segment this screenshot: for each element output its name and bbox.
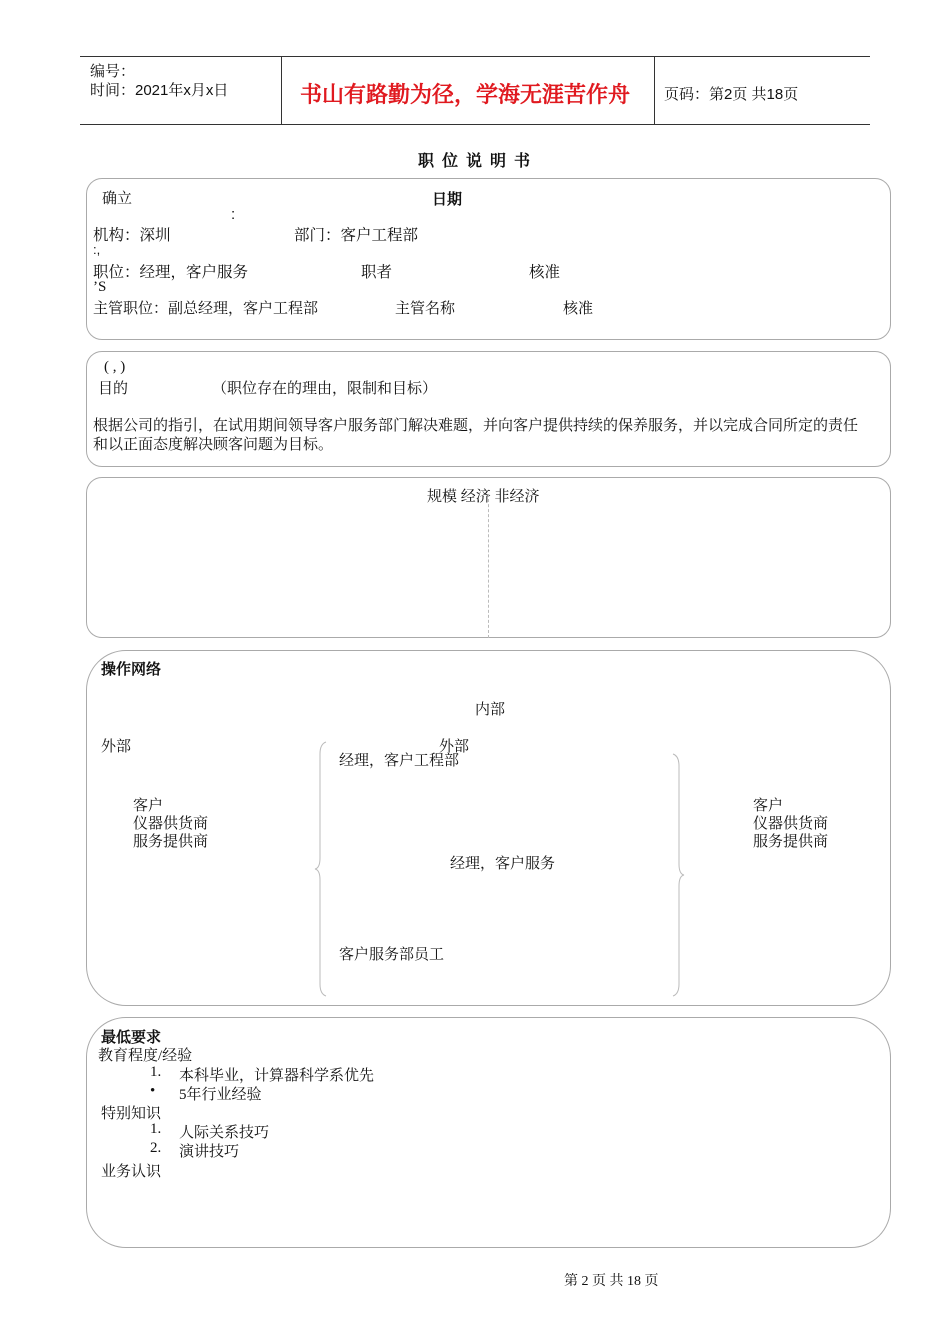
role-bottom: 客户服务部员工: [339, 947, 445, 963]
edu-item-marker-2: •: [150, 1083, 156, 1099]
left-brace-icon: [313, 740, 329, 998]
approve-label-2: 核准: [563, 301, 594, 317]
dept-field: 部门：客户工程部: [294, 227, 419, 244]
doc-time-label: 时间：2021年x月x日: [90, 82, 229, 99]
edu-item-marker-1: 1.: [150, 1064, 162, 1080]
header-divider-right: [654, 56, 655, 125]
external-mid-label: 外部: [439, 739, 470, 755]
internal-label: 内部: [475, 702, 506, 718]
education-label: 教育程度/经验: [98, 1048, 193, 1064]
left-item-provider: 服务提供商: [133, 834, 209, 850]
confirm-label: 确立: [102, 191, 133, 207]
purpose-paren: ( , ): [104, 359, 126, 375]
right-brace-icon: [670, 752, 686, 998]
colon-mark: :: [231, 206, 236, 223]
date-label: 日期: [432, 191, 463, 208]
requirements-title: 最低要求: [101, 1029, 162, 1046]
approve-label-1: 核准: [529, 264, 561, 281]
position-field: 职位：经理，客户服务: [93, 264, 249, 281]
org-field: 机构：深圳: [93, 227, 171, 244]
left-item-client: 客户: [133, 798, 164, 814]
knowledge-item-marker-2: 2.: [150, 1140, 162, 1156]
header-motto: 书山有路勤为径，学海无涯苦作舟: [300, 82, 631, 107]
edu-item-text-2: 5年行业经验: [179, 1087, 262, 1103]
punct-mark: :,: [93, 242, 101, 257]
knowledge-label: 特别知识: [101, 1106, 162, 1122]
right-item-provider: 服务提供商: [753, 834, 829, 850]
left-item-supplier: 仪器供货商: [133, 816, 209, 832]
knowledge-item-marker-1: 1.: [150, 1121, 162, 1137]
header-bottom-rule: [80, 124, 870, 125]
purpose-label: 目的: [98, 381, 129, 397]
footer-page-number: 第 2 页 共 18 页: [564, 1274, 659, 1289]
right-item-supplier: 仪器供货商: [753, 816, 829, 832]
network-title: 操作网络: [101, 661, 162, 678]
header-divider-left: [281, 56, 282, 125]
role-top: 经理，客户工程部: [339, 753, 460, 769]
supervisor-name-label: 主管名称: [395, 301, 456, 317]
holder-label: 职者: [361, 264, 393, 281]
s-mark: ’S: [93, 279, 107, 295]
purpose-note: （职位存在的理由，限制和目标）: [212, 381, 438, 397]
external-left-label: 外部: [101, 739, 132, 755]
knowledge-item-text-1: 人际关系技巧: [179, 1125, 270, 1141]
scale-label: 规模 经济 非经济: [427, 489, 540, 505]
scale-divider: [488, 494, 489, 638]
role-center: 经理，客户服务: [450, 856, 556, 872]
knowledge-item-text-2: 演讲技巧: [179, 1144, 240, 1160]
supervisor-position: 主管职位：副总经理，客户工程部: [93, 301, 319, 317]
right-item-client: 客户: [753, 798, 784, 814]
page-info: 页码：第2页 共18页: [664, 86, 799, 103]
header-top-rule: [80, 56, 870, 57]
edu-item-text-1: 本科毕业，计算器科学系优先: [179, 1068, 375, 1084]
page-title: 职 位 说 明 书: [418, 153, 533, 170]
business-label: 业务认识: [101, 1164, 162, 1180]
purpose-text-line-1: 根据公司的指引，在试用期间领导客户服务部门解决难题，并向客户提供持续的保养服务，并以完成合同所定的责任: [93, 418, 859, 434]
purpose-text-line-2: 和以正面态度解决顾客问题为目标。: [93, 437, 334, 453]
doc-number-label: 编号：: [90, 63, 136, 80]
